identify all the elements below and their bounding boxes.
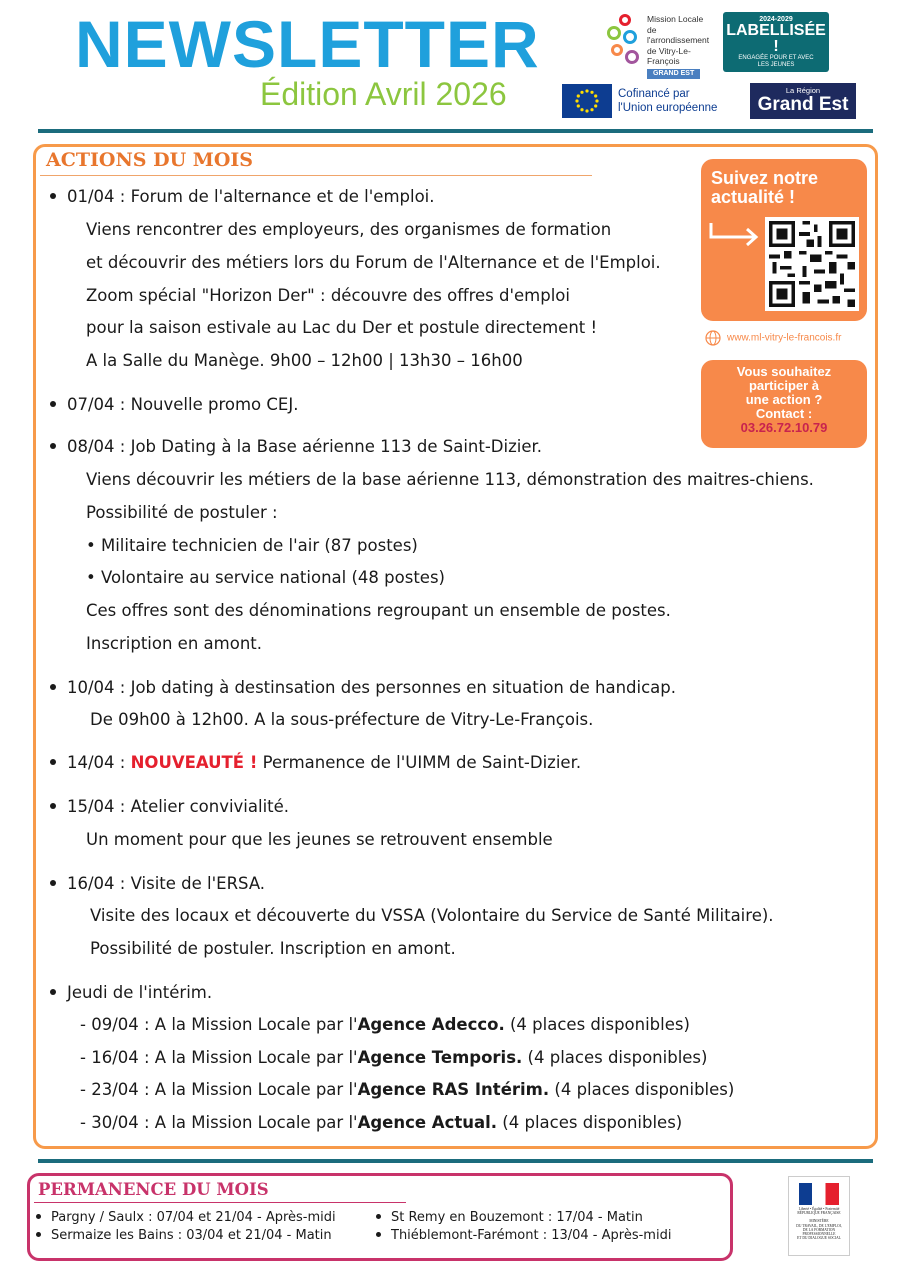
action-head: 10/04 : Job dating à destinsation des personnes en situation de handicap. xyxy=(67,678,676,697)
permanence-item xyxy=(376,1228,671,1243)
action-line: Viens découvrir les métiers de la base aérienne 113, démonstration des maitres-chiens. xyxy=(86,470,814,489)
action-item xyxy=(50,437,542,456)
action-head: 07/04 : Nouvelle promo CEJ. xyxy=(67,395,299,414)
rf-ministry-line: PROFESSIONNELLE xyxy=(802,1232,836,1237)
website-row[interactable] xyxy=(705,330,841,346)
labellisee-badge xyxy=(723,12,829,72)
follow-card xyxy=(701,159,867,321)
action-item xyxy=(50,983,212,1002)
eu-flag-icon xyxy=(562,84,612,118)
interim-text: A la Mission Locale par l' xyxy=(149,1113,358,1132)
label-sub: ENGAGÉE POUR ET AVEC xyxy=(738,55,814,61)
rf-caption-line: Liberté • Égalité • Fraternité xyxy=(798,1207,840,1211)
action-line: Possibilité de postuler : xyxy=(86,503,278,522)
nouveaute-badge: NOUVEAUTÉ ! xyxy=(130,753,258,772)
action-line: Inscription en amont. xyxy=(86,634,262,653)
permanence-when: : 03/04 et 21/04 - Matin xyxy=(173,1228,332,1243)
permanence-place: Pargny / Saulx xyxy=(51,1210,144,1225)
rf-ministry-line: DE LA FORMATION xyxy=(802,1227,836,1232)
contact-line: Contact : xyxy=(755,406,813,421)
website-link[interactable]: www.ml-vitry-le-francois.fr xyxy=(727,332,842,344)
action-line: De 09h00 à 12h00. A la sous-préfecture de Vitry-Le-François. xyxy=(90,710,594,729)
edition-subtitle: Édition Avril 2026 xyxy=(260,76,507,112)
action-head: 16/04 : Visite de l'ERSA. xyxy=(67,874,266,893)
interim-text: A la Mission Locale par l' xyxy=(149,1048,358,1067)
interim-line xyxy=(80,1048,707,1067)
header-divider xyxy=(38,129,873,133)
interim-text: A la Mission Locale par l' xyxy=(149,1015,358,1034)
interim-places: (4 places disponibles) xyxy=(497,1113,683,1132)
permanence-place: Thiéblemont-Farémont xyxy=(391,1228,539,1243)
action-line: Un moment pour que les jeunes se retrouvent ensemble xyxy=(86,830,553,849)
interim-text: A la Mission Locale par l' xyxy=(149,1080,358,1099)
action-line: Zoom spécial "Horizon Der" : découvre des offres d'emploi xyxy=(86,286,570,305)
permanence-item xyxy=(36,1210,336,1225)
action-head-prefix: 14/04 : xyxy=(67,753,131,772)
region-big: Grand Est xyxy=(757,94,849,115)
mission-locale-line: Mission Locale xyxy=(647,14,704,24)
action-line: • Volontaire au service national (48 postes) xyxy=(86,568,445,587)
qr-code[interactable] xyxy=(765,217,859,311)
interim-agency: Agence Adecco. xyxy=(357,1015,505,1034)
action-item xyxy=(50,753,581,772)
interim-agency: Agence Temporis. xyxy=(357,1048,523,1067)
interim-line xyxy=(80,1113,682,1132)
republique-francaise-logo xyxy=(788,1176,850,1256)
eu-text-line: Cofinancé par xyxy=(618,88,690,100)
mission-locale-line: de Vitry-Le-François xyxy=(647,45,691,66)
follow-line: Suivez notre xyxy=(711,168,819,188)
newsletter-title: NEWSLETTER xyxy=(75,7,540,81)
actions-title-underline xyxy=(40,175,592,176)
mission-locale-line: de l'arrondissement xyxy=(647,24,710,45)
interim-places: (4 places disponibles) xyxy=(522,1048,708,1067)
action-head: 01/04 : Forum de l'alternance et de l'emploi. xyxy=(67,187,435,206)
action-head: Jeudi de l'intérim. xyxy=(67,983,213,1002)
interim-line xyxy=(80,1080,734,1099)
label-sub: LES JEUNES xyxy=(757,62,795,68)
follow-line: actualité ! xyxy=(711,187,796,207)
contact-phone[interactable]: 03.26.72.10.79 xyxy=(740,420,828,435)
rf-caption-line: RÉPUBLIQUE FRANÇAISE xyxy=(797,1211,841,1216)
rf-ministry-line: DU TRAVAIL, DE L'EMPLOI, xyxy=(796,1223,842,1228)
action-item xyxy=(50,187,435,206)
permanence-title: PERMANENCE DU MOIS xyxy=(38,1180,269,1199)
rf-ministry-line: MINISTÈRE xyxy=(809,1219,829,1224)
region-small: La Région xyxy=(785,86,821,95)
interim-agency: Agence RAS Intérim. xyxy=(357,1080,550,1099)
action-head-suffix: Permanence de l'UIMM de Saint-Dizier. xyxy=(257,753,582,772)
action-line: A la Salle du Manège. 9h00 – 12h00 | 13h30 – 16h00 xyxy=(86,351,523,370)
mission-locale-logo xyxy=(605,12,717,76)
interim-date: - 09/04 : xyxy=(80,1015,150,1034)
action-item xyxy=(50,874,265,893)
footer-divider xyxy=(38,1159,873,1163)
region-grand-est-logo xyxy=(750,83,856,119)
mission-locale-circles-icon xyxy=(605,14,643,70)
marianne-flag-icon xyxy=(799,1183,839,1205)
permanence-when: : 13/04 - Après-midi xyxy=(538,1228,672,1243)
action-head: 15/04 : Atelier convivialité. xyxy=(67,797,290,816)
globe-icon xyxy=(705,330,721,346)
permanence-when: : 17/04 - Matin xyxy=(543,1210,643,1225)
label-main: LABELLISÉE ! xyxy=(726,22,826,55)
interim-line xyxy=(80,1015,690,1034)
action-head: 08/04 : Job Dating à la Base aérienne 113 de Saint-Dizier. xyxy=(67,437,542,456)
action-line: Viens rencontrer des employeurs, des organismes de formation xyxy=(86,220,612,239)
interim-date: - 23/04 : xyxy=(80,1080,150,1099)
action-line: Ces offres sont des dénominations regroupant un ensemble de postes. xyxy=(86,601,671,620)
contact-line: participer à xyxy=(748,378,820,393)
permanence-when: : 07/04 et 21/04 - Après-midi xyxy=(143,1210,336,1225)
permanence-item xyxy=(376,1210,643,1225)
interim-places: (4 places disponibles) xyxy=(549,1080,735,1099)
permanence-item xyxy=(36,1228,332,1243)
label-years: 2024-2029 xyxy=(759,16,793,23)
eu-text-line: l'Union européenne xyxy=(618,102,718,114)
arrow-right-icon xyxy=(709,221,761,251)
contact-line: Vous souhaitez xyxy=(736,364,832,379)
action-line: Visite des locaux et découverte du VSSA (Volontaire du Service de Santé Militaire). xyxy=(90,906,774,925)
interim-date: - 16/04 : xyxy=(80,1048,150,1067)
contact-card xyxy=(701,360,867,448)
contact-line: une action ? xyxy=(745,392,823,407)
action-line: et découvrir des métiers lors du Forum de l'Alternance et de l'Emploi. xyxy=(86,253,661,272)
permanence-title-underline xyxy=(34,1202,406,1203)
action-line: • Militaire technicien de l'air (87 postes) xyxy=(86,536,418,555)
qr-code-icon xyxy=(765,217,859,311)
interim-date: - 30/04 : xyxy=(80,1113,150,1132)
permanence-place: St Remy en Bouzemont xyxy=(391,1210,544,1225)
action-item xyxy=(50,797,289,816)
rf-ministry-line: ET DU DIALOGUE SOCIAL xyxy=(797,1236,841,1241)
action-line: Possibilité de postuler. Inscription en amont. xyxy=(90,939,456,958)
actions-title: ACTIONS DU MOIS xyxy=(46,149,253,171)
permanence-place: Sermaize les Bains xyxy=(51,1228,174,1243)
action-line: pour la saison estivale au Lac du Der et postule directement ! xyxy=(86,318,598,337)
interim-agency: Agence Actual. xyxy=(357,1113,498,1132)
mission-locale-region: GRAND EST xyxy=(647,69,700,80)
action-item xyxy=(50,678,676,697)
interim-places: (4 places disponibles) xyxy=(504,1015,690,1034)
action-item xyxy=(50,395,298,414)
eu-cofinance-logo xyxy=(562,84,730,118)
